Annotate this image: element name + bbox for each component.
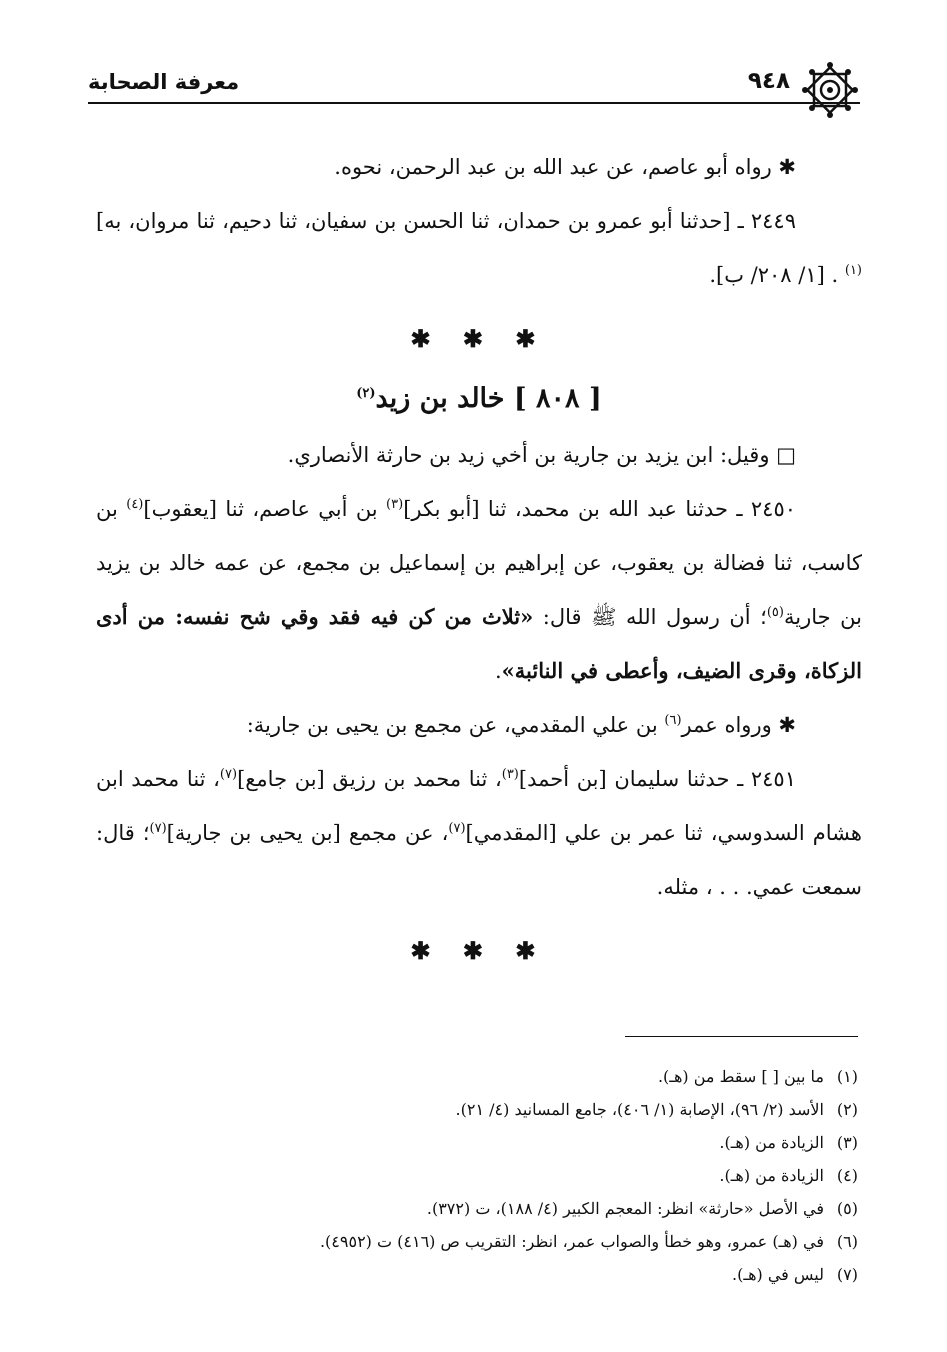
paragraph-narration-2: ✱ ورواه عمر$^{(٦)}$ بن علي المقدمي، عن مجمع بن يحيى بن جارية: xyxy=(246,713,796,737)
footnote-ref: (٣) xyxy=(386,497,404,512)
footnote-divider xyxy=(625,1036,858,1037)
paragraph-narration-1: ✱ رواه أبو عاصم، عن عبد الله بن عبد الرحمن، نحوه. xyxy=(334,155,796,179)
section-title: [ ٨٠٨ ] خالد بن زيد$^{(٢)}$ xyxy=(356,383,602,414)
paragraph-hadith-2450: ٢٤٥٠ ـ حدثنا عبد الله بن محمد، ثنا [أبو بكر]$^{(٣)}$ بن أبي عاصم، ثنا [يعقوب]$^{(٤)}$ بن كاسب، ثنا فضالة بن يعقوب، عن إبراهيم بن إسماعيل بن مجمع، عن عمه خالد بن يزيد بن جارية$^{(٥)}$؛ أن رسول الله ﷺ قال: «ثلاث من كن فيه فقد وقي شح نفسه: من أدى الزكاة، وقرى الضيف، وأعطى في النائبة». xyxy=(96,497,862,683)
paragraph-hadith-2449: ٢٤٤٩ ـ [حدثنا أبو عمرو بن حمدان، ثنا الحسن بن سفيان، ثنا دحيم، ثنا مروان، به]$^{(١)}$ . [١/ ٢٠٨/ ب]. xyxy=(96,209,862,287)
footnote-item: (١)ما بين [ ] سقط من (هـ). xyxy=(657,1067,858,1086)
footnote-ref: (٤) xyxy=(126,497,144,512)
main-text xyxy=(96,140,862,984)
section-separator: ✱ ✱ ✱ xyxy=(410,936,548,965)
footnote-item: (٥)في الأصل «حارثة» انظر: المعجم الكبير (٤/ ١٨٨)، ت (٣٧٢). xyxy=(426,1199,858,1218)
footnote-ref: (٦) xyxy=(664,713,682,728)
footnote-ref: (٧) xyxy=(448,821,466,836)
page-header xyxy=(88,62,860,104)
footnotes xyxy=(150,1060,858,1291)
footnote-item: (٢)الأسد (٢/ ٩٦)، الإصابة (١/ ٤٠٦)، جامع المسانيد (٤/ ٢١). xyxy=(455,1100,858,1119)
footnote-ref: (٣) xyxy=(501,767,519,782)
book-title: معرفة الصحابة xyxy=(88,70,240,94)
footnote-item: (٧)ليس في (هـ). xyxy=(732,1265,858,1284)
footnote-item: (٦)في (هـ) عمرو، وهو خطأ والصواب عمر، انظر: التقريب ص (٤١٦) ت (٤٩٥٢). xyxy=(319,1232,858,1251)
footnote-item: (٤)الزيادة من (هـ). xyxy=(719,1166,858,1185)
footnote-ref: (١) xyxy=(844,263,862,278)
footnote-ref: (٢) xyxy=(356,386,376,401)
page-number: ٩٤٨ xyxy=(747,68,790,94)
footnote-ref: (٧) xyxy=(219,767,238,782)
footnote-ref: (٧) xyxy=(149,821,167,836)
octagram-ornament-icon xyxy=(800,60,860,120)
footnote-item: (٣)الزيادة من (هـ). xyxy=(719,1133,858,1152)
section-separator: ✱ ✱ ✱ xyxy=(410,324,548,353)
paragraph-hadith-2451: ٢٤٥١ ـ حدثنا سليمان [بن أحمد]$^{(٣)}$، ثنا محمد بن رزيق [بن جامع]$^{(٧)}$، ثنا محمد ابن هشام السدوسي، ثنا عمر بن علي [المقدمي]$^{(٧)}$، عن مجمع [بن يحيى بن جارية]$^{(٧)}$؛ قال: سمعت عمي. . . ، مثله. xyxy=(96,767,862,899)
footnote-ref: (٥) xyxy=(766,605,784,620)
hadith-text: «ثلاث من كن فيه فقد وقي شح نفسه: من أدى الزكاة، وقرى الضيف، وأعطى في النائبة» xyxy=(96,604,862,683)
paragraph-alt-name: □ وقيل: ابن يزيد بن جارية بن أخي زيد بن حارثة الأنصاري. xyxy=(287,443,796,467)
